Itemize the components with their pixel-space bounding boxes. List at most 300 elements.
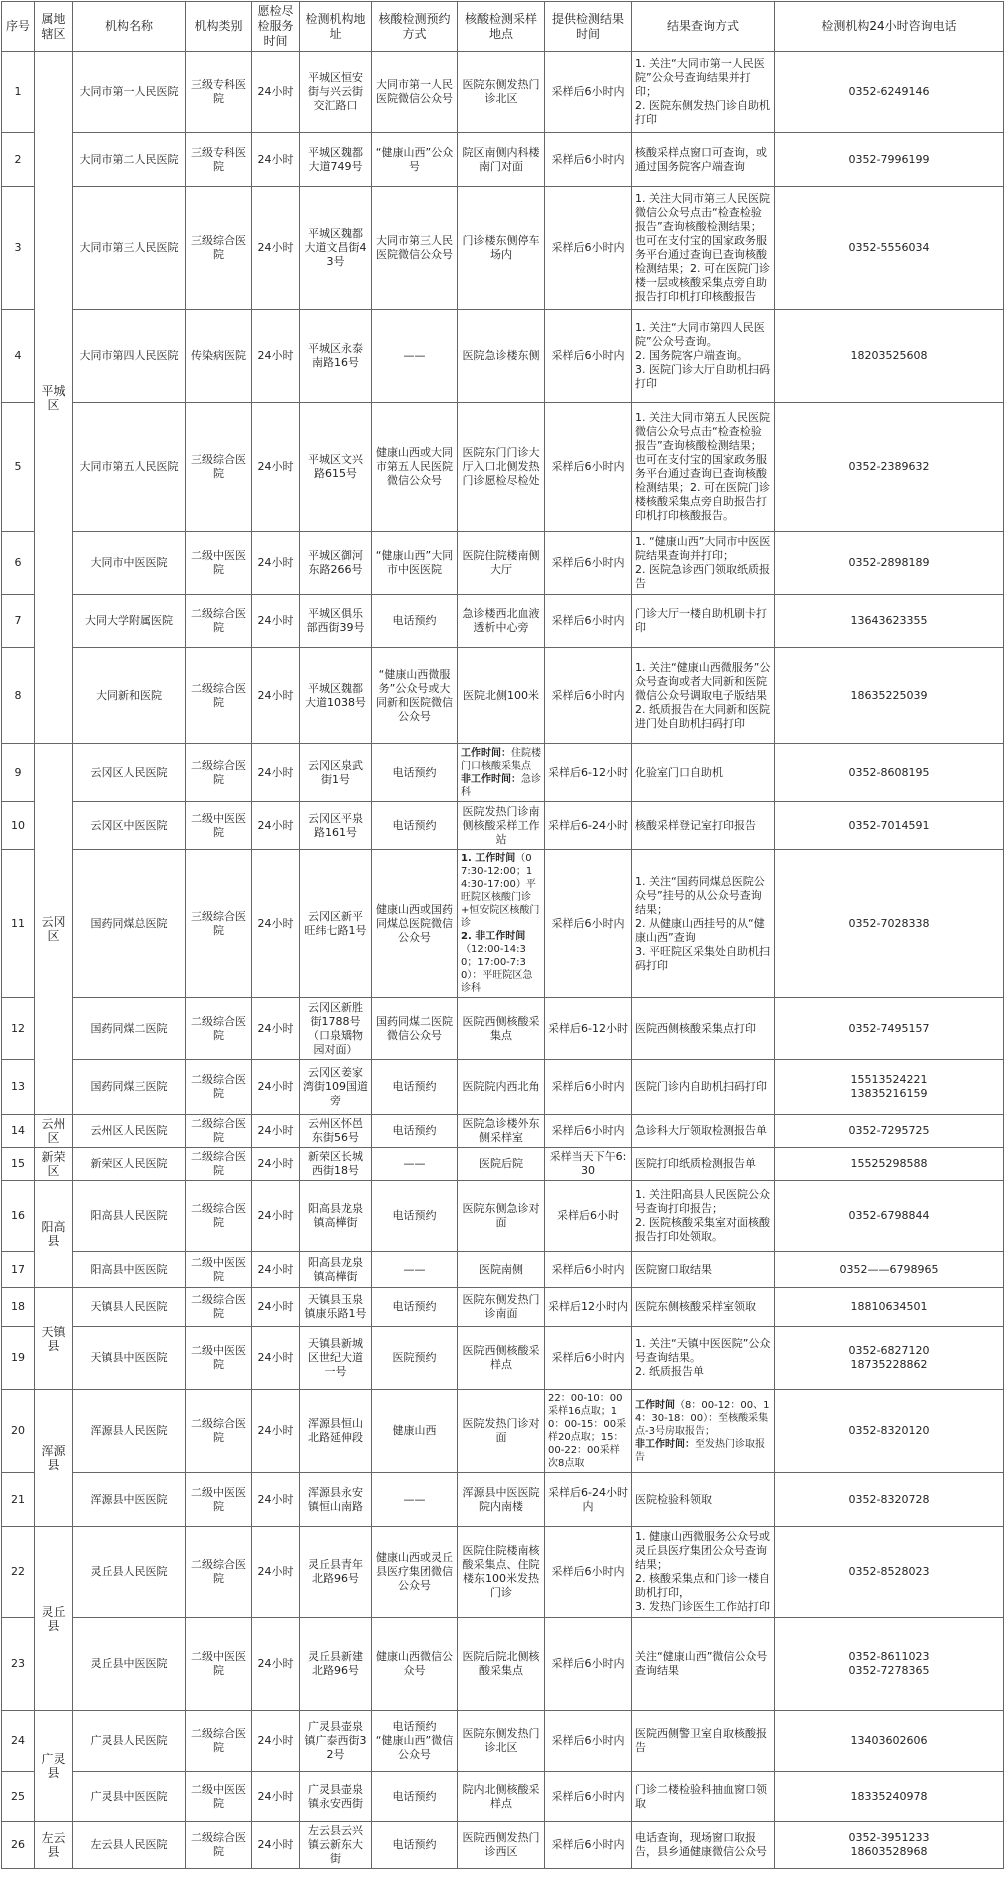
cell-query: 1. 关注“大同市第一人民医院”公众号查询结果并打印； 2. 医院东侧发热门诊自助机打印	[632, 52, 775, 133]
cell-booking: 电话预约	[372, 1822, 458, 1869]
cell-booking: 大同市第一人民医院微信公众号	[372, 52, 458, 133]
cell-address: 平城区俱乐部西街39号	[300, 595, 372, 648]
cell-hours: 24小时	[252, 52, 300, 133]
cell-site: 医院东侧发热门诊南面	[458, 1288, 545, 1327]
cell-seq: 22	[2, 1527, 35, 1618]
cell-site: 医院东门门诊大厅入口北侧发热门诊愿检尽检处	[458, 403, 545, 532]
table-row	[2, 133, 1004, 187]
cell-seq: 21	[2, 1473, 35, 1527]
cell-address: 新荣区长城西街18号	[300, 1148, 372, 1181]
cell-district: 新荣区	[35, 1148, 73, 1181]
cell-result-time: 采样后6小时内	[545, 532, 632, 595]
cell-address: 平城区御河东路266号	[300, 532, 372, 595]
site-label: 1. 工作时间	[461, 853, 516, 864]
cell-booking: ——	[372, 1473, 458, 1527]
table-row	[2, 187, 1004, 310]
cell-type: 二级综合医院	[186, 1115, 252, 1148]
cell-address: 灵丘县青年北路96号	[300, 1527, 372, 1618]
cell-name: 大同市第一人民医院	[73, 52, 186, 133]
cell-name: 浑源县中医医院	[73, 1473, 186, 1527]
cell-name: 云州区人民医院	[73, 1115, 186, 1148]
cell-name: 云冈区人民医院	[73, 744, 186, 802]
cell-booking: 电话预约 “健康山西”微信公众号	[372, 1711, 458, 1772]
cell-result-time: 22：00-10：00采样16点取；10：00-15：00采样20点取；15：00-22：00采样次8点取	[545, 1390, 632, 1473]
cell-address: 天镇县新城区世纪大道一号	[300, 1327, 372, 1390]
cell-address: 广灵县壶泉镇广泰西街32号	[300, 1711, 372, 1772]
cell-booking: 健康山西	[372, 1390, 458, 1473]
cell-type: 三级专科医院	[186, 52, 252, 133]
cell-address: 云州区怀邑东街56号	[300, 1115, 372, 1148]
table-row	[2, 1711, 1004, 1772]
table-row	[2, 1060, 1004, 1115]
cell-phone: 0352-6827120 18735228862	[775, 1327, 1004, 1390]
header-site: 核酸检测采样地点	[458, 2, 545, 52]
table-row	[2, 648, 1004, 744]
cell-query: 医院西侧警卫室自取核酸报告	[632, 1711, 775, 1772]
cell-hours: 24小时	[252, 1527, 300, 1618]
cell-name: 新荣区人民医院	[73, 1148, 186, 1181]
cell-result-time: 采样后6小时内	[545, 1618, 632, 1711]
cell-seq: 15	[2, 1148, 35, 1181]
cell-type: 三级综合医院	[186, 403, 252, 532]
cell-seq: 26	[2, 1822, 35, 1869]
site-text: （07:30-12:00；14:30-17:00）平旺院区核酸门诊+恒安院区核酸门诊	[461, 853, 540, 929]
cell-site: 院区南侧内科楼南门对面	[458, 133, 545, 187]
cell-address: 平城区魏都大道749号	[300, 133, 372, 187]
cell-site: 医院西侧核酸采集点	[458, 998, 545, 1060]
cell-query: 化验室门口自助机	[632, 744, 775, 802]
cell-site	[458, 744, 545, 802]
cell-name: 大同市第二人民医院	[73, 133, 186, 187]
cell-seq: 12	[2, 998, 35, 1060]
cell-booking: 健康山西或灵丘县医疗集团微信公众号	[372, 1527, 458, 1618]
cell-booking: “健康山西”公众号	[372, 133, 458, 187]
cell-result-time: 采样后6小时内	[545, 1772, 632, 1822]
cell-site: 院内北侧核酸采样点	[458, 1772, 545, 1822]
cell-site: 医院后院	[458, 1148, 545, 1181]
cell-result-time: 采样当天下午6:30	[545, 1148, 632, 1181]
cell-district: 云州区	[35, 1115, 73, 1148]
cell-phone: 0352-7996199	[775, 133, 1004, 187]
cell-hours: 24小时	[252, 1288, 300, 1327]
table-row	[2, 403, 1004, 532]
cell-district: 广灵县	[35, 1711, 73, 1822]
cell-booking: 电话预约	[372, 1181, 458, 1252]
cell-hours: 24小时	[252, 595, 300, 648]
cell-hours: 24小时	[252, 1327, 300, 1390]
header-query: 结果查询方式	[632, 2, 775, 52]
cell-phone: 0352-8611023 0352-7278365	[775, 1618, 1004, 1711]
cell-seq: 19	[2, 1327, 35, 1390]
cell-address: 平城区文兴路615号	[300, 403, 372, 532]
cell-site: 医院急诊楼外东侧采样室	[458, 1115, 545, 1148]
cell-address: 平城区魏都大道1038号	[300, 648, 372, 744]
cell-name: 广灵县中医医院	[73, 1772, 186, 1822]
cell-query: 医院西侧核酸采集点打印	[632, 998, 775, 1060]
cell-hours: 24小时	[252, 850, 300, 998]
query-text: 至发热门诊取报告	[635, 1438, 765, 1463]
cell-booking: 健康山西微信公众号	[372, 1618, 458, 1711]
cell-phone: 15513524221 13835216159	[775, 1060, 1004, 1115]
query-text: （8：00-12：00、14：30-18：00）：至核酸采集点-3号房取报告；	[635, 1399, 770, 1437]
cell-result-time: 采样后6小时	[545, 1181, 632, 1252]
site-text: 急诊科	[461, 773, 541, 798]
cell-query: 1. 关注大同市第五人民医院微信公众号点击“检查检验报告”查询核酸检测结果；也可在支付宝的国家政务服务平台通过查询已查询核酸检测结果；2. 可在医院门诊楼核酸采集点旁自助报告打印机打印核酸报告。	[632, 403, 775, 532]
cell-booking: 电话预约	[372, 1772, 458, 1822]
cell-site: 急诊楼西北血液透析中心旁	[458, 595, 545, 648]
cell-address: 平城区魏都大道文昌街43号	[300, 187, 372, 310]
cell-hours: 24小时	[252, 1822, 300, 1869]
cell-type: 二级中医医院	[186, 1252, 252, 1288]
cell-name: 大同新和医院	[73, 648, 186, 744]
cell-result-time: 采样后6小时内	[545, 310, 632, 403]
cell-type: 二级综合医院	[186, 1711, 252, 1772]
cell-query: 1. 关注大同市第三人民医院微信公众号点击“检查检验报告”查询核酸检测结果；也可在支付宝的国家政务服务平台通过查询已查询核酸检测结果；2. 可在医院门诊楼一层或核酸采集点旁自助报告打印机打印核酸报告	[632, 187, 775, 310]
cell-booking: 电话预约	[372, 1115, 458, 1148]
cell-site: 医院住院楼南核酸采集点、住院楼东100米发热门诊	[458, 1527, 545, 1618]
cell-phone: 13643623355	[775, 595, 1004, 648]
cell-seq: 16	[2, 1181, 35, 1252]
cell-site: 医院急诊楼东侧	[458, 310, 545, 403]
cell-district: 云冈区	[35, 744, 73, 1115]
header-address: 检测机构地址	[300, 2, 372, 52]
table-row	[2, 1822, 1004, 1869]
cell-phone: 0352-2389632	[775, 403, 1004, 532]
cell-query	[632, 1390, 775, 1473]
cell-result-time: 采样后6小时内	[545, 133, 632, 187]
cell-phone: 0352-3951233 18603528968	[775, 1822, 1004, 1869]
cell-type: 二级综合医院	[186, 744, 252, 802]
cell-result-time: 采样后6小时内	[545, 595, 632, 648]
cell-type: 二级综合医院	[186, 1822, 252, 1869]
cell-site: 门诊楼东侧停车场内	[458, 187, 545, 310]
cell-type: 二级中医医院	[186, 1327, 252, 1390]
cell-address: 灵丘县新建北路96号	[300, 1618, 372, 1711]
header-hours: 愿检尽检服务时间	[252, 2, 300, 52]
cell-phone: 18635225039	[775, 648, 1004, 744]
table-row	[2, 1772, 1004, 1822]
table-row	[2, 1327, 1004, 1390]
cell-booking: 医院预约	[372, 1327, 458, 1390]
cell-hours: 24小时	[252, 403, 300, 532]
cell-type: 二级综合医院	[186, 1181, 252, 1252]
cell-hours: 24小时	[252, 1181, 300, 1252]
cell-seq: 6	[2, 532, 35, 595]
cell-seq: 11	[2, 850, 35, 998]
cell-query: 核酸采样登记室打印报告	[632, 802, 775, 850]
cell-site: 医院后院北侧核酸采集点	[458, 1618, 545, 1711]
cell-hours: 24小时	[252, 1115, 300, 1148]
cell-hours: 24小时	[252, 1148, 300, 1181]
cell-result-time: 采样后6小时内	[545, 648, 632, 744]
cell-hours: 24小时	[252, 187, 300, 310]
cell-result-time: 采样后6-24小时	[545, 802, 632, 850]
cell-booking: ——	[372, 1252, 458, 1288]
cell-district: 天镇县	[35, 1288, 73, 1390]
cell-booking: 电话预约	[372, 1288, 458, 1327]
cell-name: 国药同煤三医院	[73, 1060, 186, 1115]
header-result-time: 提供检测结果时间	[545, 2, 632, 52]
cell-name: 灵丘县人民医院	[73, 1527, 186, 1618]
cell-district: 灵丘县	[35, 1527, 73, 1711]
cell-result-time: 采样后6小时内	[545, 52, 632, 133]
cell-booking: 国药同煤二医院微信公众号	[372, 998, 458, 1060]
cell-seq: 14	[2, 1115, 35, 1148]
cell-address: 云冈区姜家湾街109国道旁	[300, 1060, 372, 1115]
cell-query: 1. 关注阳高县人民医院公众号查询打印报告； 2. 医院核酸采集室对面核酸报告打印处领取。	[632, 1181, 775, 1252]
table-row	[2, 998, 1004, 1060]
cell-booking: 健康山西或大同市第五人民医院微信公众号	[372, 403, 458, 532]
cell-name: 阳高县人民医院	[73, 1181, 186, 1252]
cell-booking: 电话预约	[372, 744, 458, 802]
table-row	[2, 595, 1004, 648]
cell-query: 1. 关注“大同市第四人民医院”公众号查询。 2. 国务院客户端查询。 3. 医院门诊大厅自助机扫码打印	[632, 310, 775, 403]
cell-result-time: 采样后6小时内	[545, 1060, 632, 1115]
table-row	[2, 310, 1004, 403]
cell-site: 医院北侧100米	[458, 648, 545, 744]
cell-hours: 24小时	[252, 310, 300, 403]
cell-district: 左云县	[35, 1822, 73, 1869]
cell-type: 二级综合医院	[186, 998, 252, 1060]
table-row	[2, 1288, 1004, 1327]
site-text: 住院楼门口核酸采集点	[461, 747, 541, 772]
testing-institutions-table	[1, 1, 1004, 1869]
cell-seq: 2	[2, 133, 35, 187]
cell-hours: 24小时	[252, 744, 300, 802]
cell-name: 天镇县中医医院	[73, 1327, 186, 1390]
table-row	[2, 802, 1004, 850]
cell-booking: 电话预约	[372, 595, 458, 648]
header-type: 机构类别	[186, 2, 252, 52]
cell-query: 门诊大厅一楼自助机刷卡打印	[632, 595, 775, 648]
query-label: 工作时间	[635, 1399, 675, 1411]
cell-phone: 0352-7295725	[775, 1115, 1004, 1148]
header-phone: 检测机构24小时咨询电话	[775, 2, 1004, 52]
cell-site: 医院院内西北角	[458, 1060, 545, 1115]
site-label: 2. 非工作时间	[461, 931, 526, 942]
cell-result-time: 采样后6小时内	[545, 403, 632, 532]
cell-site: 医院东侧发热门诊北区	[458, 52, 545, 133]
table-row	[2, 744, 1004, 802]
cell-query: 1. 关注“健康山西微服务”公众号查询或者大同新和医院微信公众号调取电子版结果 2. 纸质报告在大同新和医院进门处自助机扫码打印	[632, 648, 775, 744]
cell-site: 医院住院楼南侧大厅	[458, 532, 545, 595]
cell-phone: 0352-8528023	[775, 1527, 1004, 1618]
cell-result-time: 采样后6小时内	[545, 187, 632, 310]
cell-phone: 0352-5556034	[775, 187, 1004, 310]
table-row	[2, 850, 1004, 998]
cell-query: 核酸采样点窗口可查询，或通过国务院客户端查询	[632, 133, 775, 187]
cell-result-time: 采样后6小时内	[545, 1252, 632, 1288]
table-row	[2, 532, 1004, 595]
cell-name: 浑源县人民医院	[73, 1390, 186, 1473]
header-district: 属地辖区	[35, 2, 73, 52]
cell-address: 云冈区新胜街1788号（口泉矯物园对面）	[300, 998, 372, 1060]
cell-name: 云冈区中医医院	[73, 802, 186, 850]
cell-result-time: 采样后6-12小时	[545, 998, 632, 1060]
cell-site: 医院发热门诊对面	[458, 1390, 545, 1473]
cell-query: 医院打印纸质检测报告单	[632, 1148, 775, 1181]
cell-seq: 17	[2, 1252, 35, 1288]
cell-hours: 24小时	[252, 1711, 300, 1772]
cell-hours: 24小时	[252, 998, 300, 1060]
cell-phone: 18203525608	[775, 310, 1004, 403]
cell-phone: 0352-8320728	[775, 1473, 1004, 1527]
cell-phone: 15525298588	[775, 1148, 1004, 1181]
table-row	[2, 1115, 1004, 1148]
cell-type: 二级综合医院	[186, 1288, 252, 1327]
table-row	[2, 1181, 1004, 1252]
cell-name: 大同市第四人民医院	[73, 310, 186, 403]
cell-seq: 10	[2, 802, 35, 850]
cell-booking: 电话预约	[372, 1060, 458, 1115]
cell-hours: 24小时	[252, 648, 300, 744]
cell-result-time: 采样后6小时内	[545, 1115, 632, 1148]
cell-type: 二级中医医院	[186, 532, 252, 595]
cell-phone: 13403602606	[775, 1711, 1004, 1772]
cell-site: 医院发热门诊南侧核酸采样工作站	[458, 802, 545, 850]
cell-booking: “健康山西”大同市中医医院	[372, 532, 458, 595]
cell-query: 医院检验科领取	[632, 1473, 775, 1527]
cell-site: 医院东侧急诊对面	[458, 1181, 545, 1252]
cell-booking: “健康山西微服务”公众号或大同新和医院微信公众号	[372, 648, 458, 744]
cell-address: 左云县云兴镇云新东大街	[300, 1822, 372, 1869]
cell-district: 浑源县	[35, 1390, 73, 1527]
cell-type: 三级综合医院	[186, 850, 252, 998]
cell-query: 1. 健康山西微服务公众号或灵丘县医疗集团公众号查询结果； 2. 核酸采集点和门诊一楼自助机打印， 3. 发热门诊医生工作站打印	[632, 1527, 775, 1618]
cell-result-time: 采样后6小时内	[545, 1327, 632, 1390]
cell-type: 二级综合医院	[186, 1527, 252, 1618]
cell-type: 二级综合医院	[186, 595, 252, 648]
cell-site: 浑源县中医医院院内南楼	[458, 1473, 545, 1527]
cell-query: 1. 关注“国药同煤总医院公众号”挂号的从公众号查询结果； 2. 从健康山西挂号的从“健康山西”查询 3. 平旺院区采集处自助机扫码打印	[632, 850, 775, 998]
cell-seq: 3	[2, 187, 35, 310]
cell-result-time: 采样后6小时内	[545, 850, 632, 998]
header-booking: 核酸检测预约方式	[372, 2, 458, 52]
cell-seq: 4	[2, 310, 35, 403]
cell-type: 三级专科医院	[186, 133, 252, 187]
cell-name: 阳高县中医医院	[73, 1252, 186, 1288]
cell-type: 三级综合医院	[186, 187, 252, 310]
cell-hours: 24小时	[252, 532, 300, 595]
table-row	[2, 1527, 1004, 1618]
cell-phone: 0352-7028338	[775, 850, 1004, 998]
cell-name: 大同大学附属医院	[73, 595, 186, 648]
cell-site: 医院西侧核酸采样点	[458, 1327, 545, 1390]
cell-hours: 24小时	[252, 1390, 300, 1473]
table-row	[2, 1252, 1004, 1288]
cell-hours: 24小时	[252, 1473, 300, 1527]
cell-booking: 健康山西或国药同煤总医院微信公众号	[372, 850, 458, 998]
cell-site: 医院西侧发热门诊西区	[458, 1822, 545, 1869]
cell-site: 医院东侧发热门诊北区	[458, 1711, 545, 1772]
cell-name: 大同市第三人民医院	[73, 187, 186, 310]
table-row	[2, 52, 1004, 133]
cell-phone: 0352-8608195	[775, 744, 1004, 802]
cell-query: 电话查询，现场窗口取报告，县乡通健康微信公众号	[632, 1822, 775, 1869]
cell-address: 天镇县玉泉镇康乐路1号	[300, 1288, 372, 1327]
cell-name: 国药同煤二医院	[73, 998, 186, 1060]
cell-type: 二级综合医院	[186, 1060, 252, 1115]
cell-booking: 电话预约	[372, 802, 458, 850]
table-row	[2, 1473, 1004, 1527]
cell-type: 二级综合医院	[186, 648, 252, 744]
header-seq: 序号	[2, 2, 35, 52]
cell-phone: 0352——6798965	[775, 1252, 1004, 1288]
header-name: 机构名称	[73, 2, 186, 52]
cell-address: 云冈区泉武街1号	[300, 744, 372, 802]
cell-name: 国药同煤总医院	[73, 850, 186, 998]
cell-seq: 20	[2, 1390, 35, 1473]
cell-query: 医院窗口取结果	[632, 1252, 775, 1288]
cell-seq: 25	[2, 1772, 35, 1822]
cell-seq: 9	[2, 744, 35, 802]
cell-phone: 18810634501	[775, 1288, 1004, 1327]
site-label: 工作时间：	[461, 747, 511, 759]
table-row	[2, 1390, 1004, 1473]
cell-result-time: 采样后6小时内	[545, 1711, 632, 1772]
cell-hours: 24小时	[252, 1252, 300, 1288]
cell-address: 云冈区新平旺纬七路1号	[300, 850, 372, 998]
cell-district: 阳高县	[35, 1181, 73, 1288]
cell-phone: 0352-7014591	[775, 802, 1004, 850]
cell-type: 二级中医医院	[186, 1473, 252, 1527]
cell-query: 急诊科大厅领取检测报告单	[632, 1115, 775, 1148]
cell-address: 云冈区平泉路161号	[300, 802, 372, 850]
cell-name: 左云县人民医院	[73, 1822, 186, 1869]
cell-address: 阳高县龙泉镇高樺街	[300, 1252, 372, 1288]
cell-address: 平城区恒安街与兴云街交汇路口	[300, 52, 372, 133]
cell-phone: 0352-7495157	[775, 998, 1004, 1060]
cell-address: 平城区永泰南路16号	[300, 310, 372, 403]
cell-result-time: 采样后6小时内	[545, 1822, 632, 1869]
cell-phone: 18335240978	[775, 1772, 1004, 1822]
cell-type: 传染病医院	[186, 310, 252, 403]
cell-type: 二级中医医院	[186, 802, 252, 850]
cell-site: 医院南侧	[458, 1252, 545, 1288]
cell-name: 大同市中医医院	[73, 532, 186, 595]
cell-phone: 0352-6798844	[775, 1181, 1004, 1252]
cell-booking: ——	[372, 1148, 458, 1181]
table-row	[2, 1148, 1004, 1181]
cell-address: 浑源县永安镇恒山南路	[300, 1473, 372, 1527]
cell-booking: ——	[372, 310, 458, 403]
cell-hours: 24小时	[252, 802, 300, 850]
cell-query: 关注“健康山西”微信公众号查询结果	[632, 1618, 775, 1711]
cell-query: 门诊二楼检验科抽血窗口领取	[632, 1772, 775, 1822]
cell-seq: 5	[2, 403, 35, 532]
cell-type: 二级综合医院	[186, 1148, 252, 1181]
cell-seq: 7	[2, 595, 35, 648]
header-row	[2, 2, 1004, 52]
cell-result-time: 采样后6-24小时内	[545, 1473, 632, 1527]
cell-name: 大同市第五人民医院	[73, 403, 186, 532]
query-label: 非工作时间：	[635, 1438, 695, 1450]
cell-type: 二级中医医院	[186, 1772, 252, 1822]
cell-hours: 24小时	[252, 133, 300, 187]
cell-seq: 8	[2, 648, 35, 744]
cell-query: 医院门诊内自助机扫码打印	[632, 1060, 775, 1115]
site-label: 非工作时间：	[461, 773, 521, 785]
cell-query: 1. “健康山西”大同市中医医院结果查询并打印； 2. 医院急诊西门领取纸质报告	[632, 532, 775, 595]
cell-phone: 0352-2898189	[775, 532, 1004, 595]
table-row	[2, 1618, 1004, 1711]
cell-result-time: 采样后6小时内	[545, 1527, 632, 1618]
cell-hours: 24小时	[252, 1772, 300, 1822]
cell-query: 1. 关注“天镇中医医院”公众号查询结果。 2. 纸质报告单	[632, 1327, 775, 1390]
cell-district: 平城区	[35, 52, 73, 744]
cell-booking: 大同市第三人民医院微信公众号	[372, 187, 458, 310]
site-text: （12:00-14:30；17:00-7:30）：平旺院区急诊科	[461, 944, 533, 994]
